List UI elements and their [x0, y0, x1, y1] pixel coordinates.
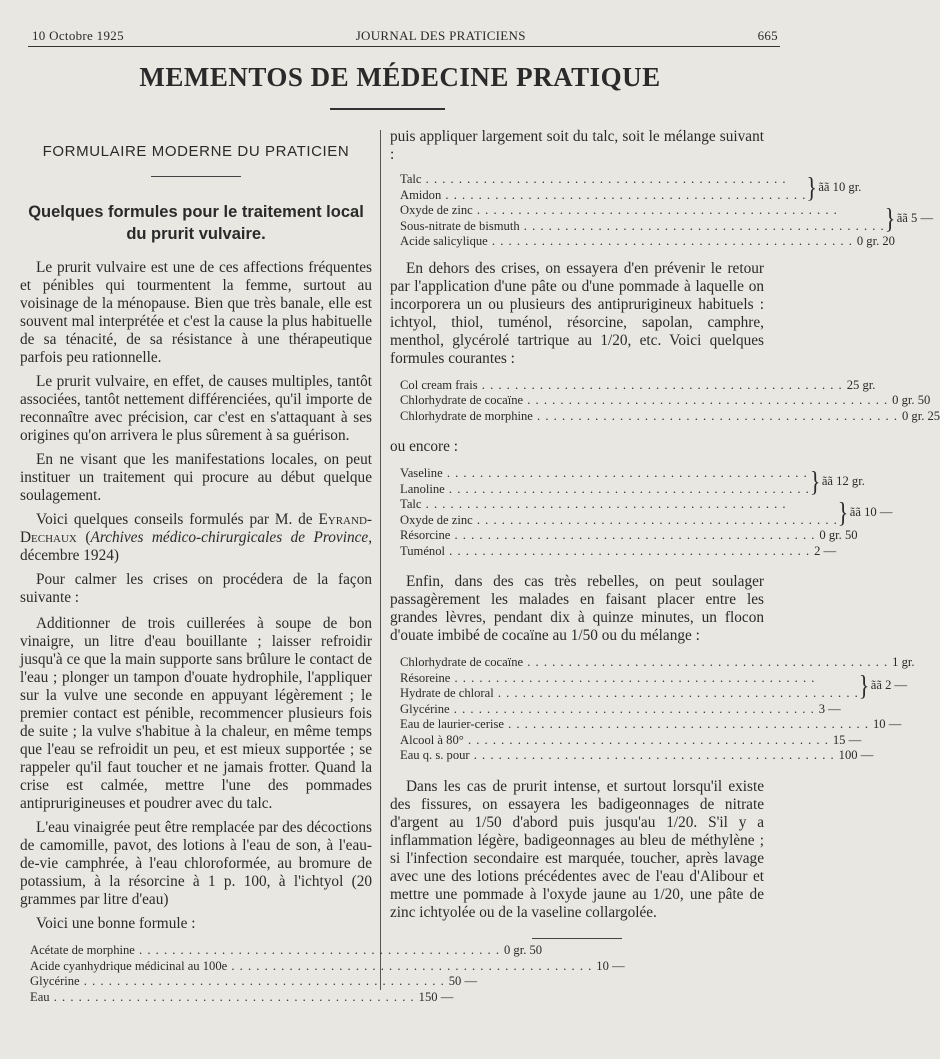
formula-pommade — [400, 377, 940, 425]
paragraph-7: L'eau vinaigrée peut être remplacée par des décoctions de camomille, pavot, des lotions à l'eau de son, à l'eau-de-vie camphrée, à l'eau chloroformée, au bromure de potassium, à la résorcine à 1 p. 100, à l'ichtyol (20 grammes par litre d'eau) — [20, 819, 372, 908]
title-rule — [330, 108, 445, 110]
p4-text-c: , décembre 1924) — [20, 529, 373, 564]
end-rule — [532, 938, 622, 939]
header-rule — [28, 46, 780, 47]
column-divider — [380, 130, 381, 990]
formula-row: Glycérine . . . 3 — — [400, 702, 750, 718]
formula-row: Eau . . . 150 — — [30, 990, 350, 1006]
formula-lotion — [30, 943, 625, 1005]
section-rule — [151, 176, 241, 177]
formula-row: Chlorhydrate de cocaïne . . . 1 gr. — [400, 655, 750, 671]
formula-powder — [400, 170, 934, 250]
p4-text-a: Voici quelques conseils formulés par M. de — [36, 511, 319, 528]
formula-row: Acide cyanhydrique médicinal au 100e . . . 10 — — [30, 959, 350, 975]
formula-row: Col cream frais . . . 25 gr. — [400, 378, 750, 394]
brace-icon: } — [858, 669, 870, 702]
paragraph-1: Le prurit vulvaire est une de ces affections fréquentes et pénibles qui tourmentent la femme, surtout au voisinage de la ménopause. Bien que très banale, elle est souvent mal interprétée et c'est la cause la plus habituelle de sa ténacité, de sa résistance à une thérapeutique parfois peu rationnelle. — [20, 259, 372, 366]
paragraph-5: Pour calmer les crises on procédera de la façon suivante : — [20, 571, 372, 606]
paragraph-2: Le prurit vulvaire, en effet, de causes multiples, tantôt associées, tantôt nettement différenciées, qu'il importe de reconnaître avec précision, car c'est en s'attaquant à ses origines qu'on arrivera le plus sûrement à sa guérison. — [20, 373, 372, 444]
formula-group: Talc . . . Oxyde de zinc . . . } ãã 10 — — [400, 497, 750, 528]
formula-group: Vaseline . . . Lanoline . . . } ãã 12 gr. — [400, 466, 750, 497]
page-title: MEMENTOS DE MÉDECINE PRATIQUE — [139, 62, 661, 92]
p4-author: Eyrand-Dechaux — [20, 511, 372, 546]
formula-group: Résoreine . . . Hydrate de chloral . . . } ãã 2 — — [400, 671, 750, 702]
article-title-line-2: du prurit vulvaire. — [126, 225, 266, 243]
paragraph-3: En ne visant que les manifestations locales, on peut instituer un traitement qui procure au début quelque soulagement. — [20, 451, 372, 504]
section-heading: FORMULAIRE MODERNE DU PRATICIEN — [42, 143, 350, 160]
formula-row: Alcool à 80° . . . 15 — — [400, 733, 750, 749]
paragraph-4 — [20, 511, 372, 565]
formula-row: Résorcine . . . 0 gr. 50 — [400, 528, 750, 544]
formula-row: Eau q. s. pour . . . 100 — — [400, 748, 750, 764]
right-paragraph-2: En dehors des crises, on essayera d'en prévenir le retour par l'application d'une pâte ou d'une pommade à laquelle on incorporera un ou plusieurs des antiprurigineux habituels : ichtyol, thiol, tuménol, résorcine, sapolan, camphre, menthol, glycérolé tartrique au 1/20, etc. Voici quelques formules courantes : — [390, 259, 764, 367]
paragraph-8: Voici une bonne formule : — [36, 915, 196, 932]
formula-row: Chlorhydrate de morphine . . . 0 gr. 25 — [400, 409, 750, 425]
formula-row: Chlorhydrate de cocaïne . . . 0 gr. 50 — [400, 393, 750, 409]
article-title-line-1: Quelques formules pour le traitement local — [28, 203, 364, 221]
formula-row: Acide salicylique . . . 0 gr. 20 — [400, 234, 750, 250]
brace-icon: } — [884, 201, 896, 235]
formula-group: Oxyde de zinc . . . Sous-nitrate de bismuth . . . } ãã 5 — — [400, 203, 750, 234]
header-date: 10 Octobre 1925 — [32, 28, 124, 43]
formula-row: Glycérine . . . 50 — — [30, 974, 350, 990]
paragraph-6: Additionner de trois cuillerées à soupe de bon vinaigre, un litre d'eau bouillante ; laisser refroidir jusqu'à ce que la main supporte sans brûlure le contact de l'eau ; plonger un tampon d'ouate hydrophile, l'appliquer sur la vulve une seconde en appuyant légèrement ; le premier contact est pénible, recommencer plusieurs fois de suite ; la vulve s'habitue à la chaleur, en même temps que l'eau se refroidit un peu, et est mieux supportée ; se rappeler qu'il faut toucher et ne jamais frotter. Quand la crise est calmée, mettre l'une des pommades antiprurigineuses et poudrer avec du talc. — [20, 615, 372, 812]
formula-pate — [400, 464, 893, 559]
header-journal: JOURNAL DES PRATICIENS — [355, 28, 526, 43]
brace-icon: } — [809, 464, 821, 498]
running-head — [32, 28, 778, 44]
brace-icon: } — [837, 495, 849, 529]
right-paragraph-5: Dans les cas de prurit intense, et surtout lorsqu'il existe des fissures, on essayera les badigeonnages de nitrate d'argent au 1/50 d'abord puis jusqu'au 1/20. S'il y a inflammation légère, badigeonnages au bleu de méthylène ; si l'infection secondaire est marquée, toucher, après lavage avec une des lotions précédentes avec de l'eau d'Alibour et mettre une pommade à l'oxyde jaune au 1/20, une pâte de zinc ichtyolée ou de la vaseline collargolée. — [390, 777, 764, 921]
formula-row: Eau de laurier-cerise . . . 10 — — [400, 717, 750, 733]
formula-row: Acétate de morphine . . . 0 gr. 50 — [30, 943, 350, 959]
formula-melange — [400, 655, 915, 764]
brace-icon: } — [806, 170, 817, 204]
formula-row: Tuménol . . . 2 — — [400, 544, 750, 560]
p4-journal: Archives médico-chirurgicales de Province — [90, 529, 369, 546]
header-page-number: 665 — [757, 28, 778, 43]
p4-text-b: ( — [76, 529, 91, 546]
right-paragraph-4: Enfin, dans des cas très rebelles, on peut soulager passagèrement les malades en faisant placer entre les grandes lèvres, pendant dix à quinze minutes, un flocon d'ouate imbibé de cocaïne au 1/50 ou du mélange : — [390, 573, 764, 644]
article-title — [20, 201, 372, 245]
right-paragraph-1: puis appliquer largement soit du talc, soit le mélange suivant : — [390, 128, 764, 163]
formula-group: Talc . . . Amidon . . . } ãã 10 gr. — [400, 172, 750, 203]
right-paragraph-3: ou encore : — [390, 438, 458, 455]
right-column — [390, 128, 940, 939]
